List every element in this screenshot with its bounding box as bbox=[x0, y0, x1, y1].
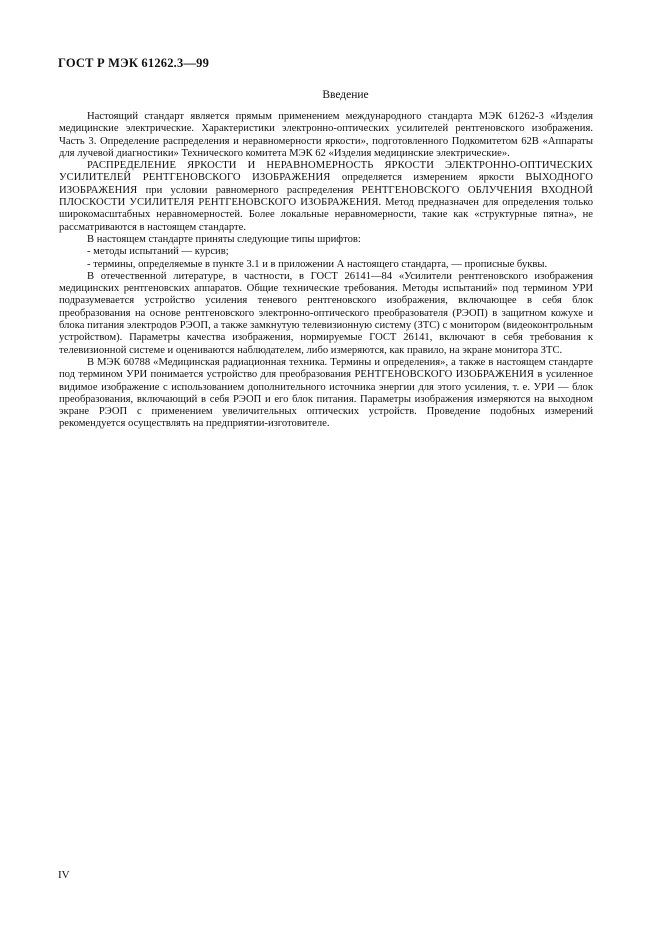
section-title: Введение bbox=[322, 89, 369, 101]
font-list-item-1: - методы испытаний — курсив; bbox=[87, 246, 229, 258]
paragraph-5 bbox=[59, 357, 593, 431]
paragraph-1: Настоящий стандарт является прямым применением международного стандарта МЭК 61262-3 «Изделия медицинские электрические. Характеристики электронно-оптических усилителей рентгеновского изображения. Часть 3. Определение распределения и неравномерности яркости», подготовленного Подкомитетом 62В «Аппараты для лучевой диагностики» Технического комитета МЭК 62 «Изделия медицинские электрические». bbox=[59, 111, 593, 159]
paragraph-2-term-2: ВЫХОДНОГО ИЗОБРАЖЕНИЯ bbox=[59, 172, 593, 196]
paragraph-3: В настоящем стандарте приняты следующие типы шрифтов: bbox=[87, 233, 361, 245]
font-list-item-2: - термины, определяемые в пункте 3.1 и в приложении А настоящего стандарта, — прописные буквы. bbox=[87, 258, 548, 270]
paragraph-5-text-1: В МЭК 60788 «Медицинская радиационная техника. Термины и определения», а также в настоящем стандарте под термином УРИ понимается устройство для преобразования bbox=[59, 356, 593, 381]
paragraph-5-term-1: РЕНТГЕНОВСКОГО ИЗОБРАЖЕНИЯ bbox=[354, 369, 535, 381]
document-code-header: ГОСТ Р МЭК 61262.3—99 bbox=[58, 56, 210, 70]
paragraph-2-term-1: РАСПРЕДЕЛЕНИЕ ЯРКОСТИ И НЕРАВНОМЕРНОСТЬ ЯРКОСТИ ЭЛЕКТРОННО-ОПТИЧЕСКИХ УСИЛИТЕЛЕЙ РЕНТГЕНОВСКОГО ИЗОБРАЖЕНИЯ bbox=[59, 160, 593, 184]
paragraph-2-term-3: РЕНТГЕНОВСКОГО ОБЛУЧЕНИЯ ВХОДНОЙ ПЛОСКОСТИ УСИЛИТЕЛЯ РЕНТГЕНОВСКОГО ИЗОБРАЖЕНИЯ bbox=[59, 184, 593, 209]
paragraph-4: В отечественной литературе, в частности, в ГОСТ 26141—84 «Усилители рентгеновского изображения медицинских рентгеновских аппаратов. Общие технические требования. Методы испытаний» под термином УРИ подразумевается устройство усиления теневого рентгеновского изображения, включающее в себя блок преобразования на основе рентгеновского электронно-оптического преобразователя (РЭОП) в защитном кожухе и блока питания электродов РЭОП, а также замкнутую телевизионную систему (ЗТС) с монитором (видеоконтрольным устройством). Параметры качества изображения, нормируемые ГОСТ 26141, включают в себя требования к телевизионной системе и оцениваются наблюдателем, либо измеряются, как правило, на экране монитора ЗТС. bbox=[59, 270, 593, 356]
page-number: IV bbox=[58, 869, 70, 881]
paragraph-2-text-1: определяется измерением яркости bbox=[330, 172, 526, 184]
body-text bbox=[59, 111, 593, 431]
paragraph-2-text-3: . Метод предназначен для определения только широкомасштабных неравномерностей. Более локальные неравномерности, такие как «структурные пятна», не рассматриваются в настоящем стандарте. bbox=[59, 197, 593, 233]
paragraph-2 bbox=[59, 160, 593, 234]
paragraph-2-text-2: при условии равномерного распределения bbox=[137, 184, 362, 196]
paragraph-5-text-2: в усиленное видимое изображение с использованием дополнительного источника энергии для этого усиления, т. е. УРИ — блок преобразования, включающий в себя РЭОП и его блок питания. Параметры изображения измеряются на выходном экране РЭОП с применением увеличительных оптических устройств. Проведение подобных измерений рекомендуется осуществлять на предприятии-изготовителе. bbox=[59, 369, 593, 430]
